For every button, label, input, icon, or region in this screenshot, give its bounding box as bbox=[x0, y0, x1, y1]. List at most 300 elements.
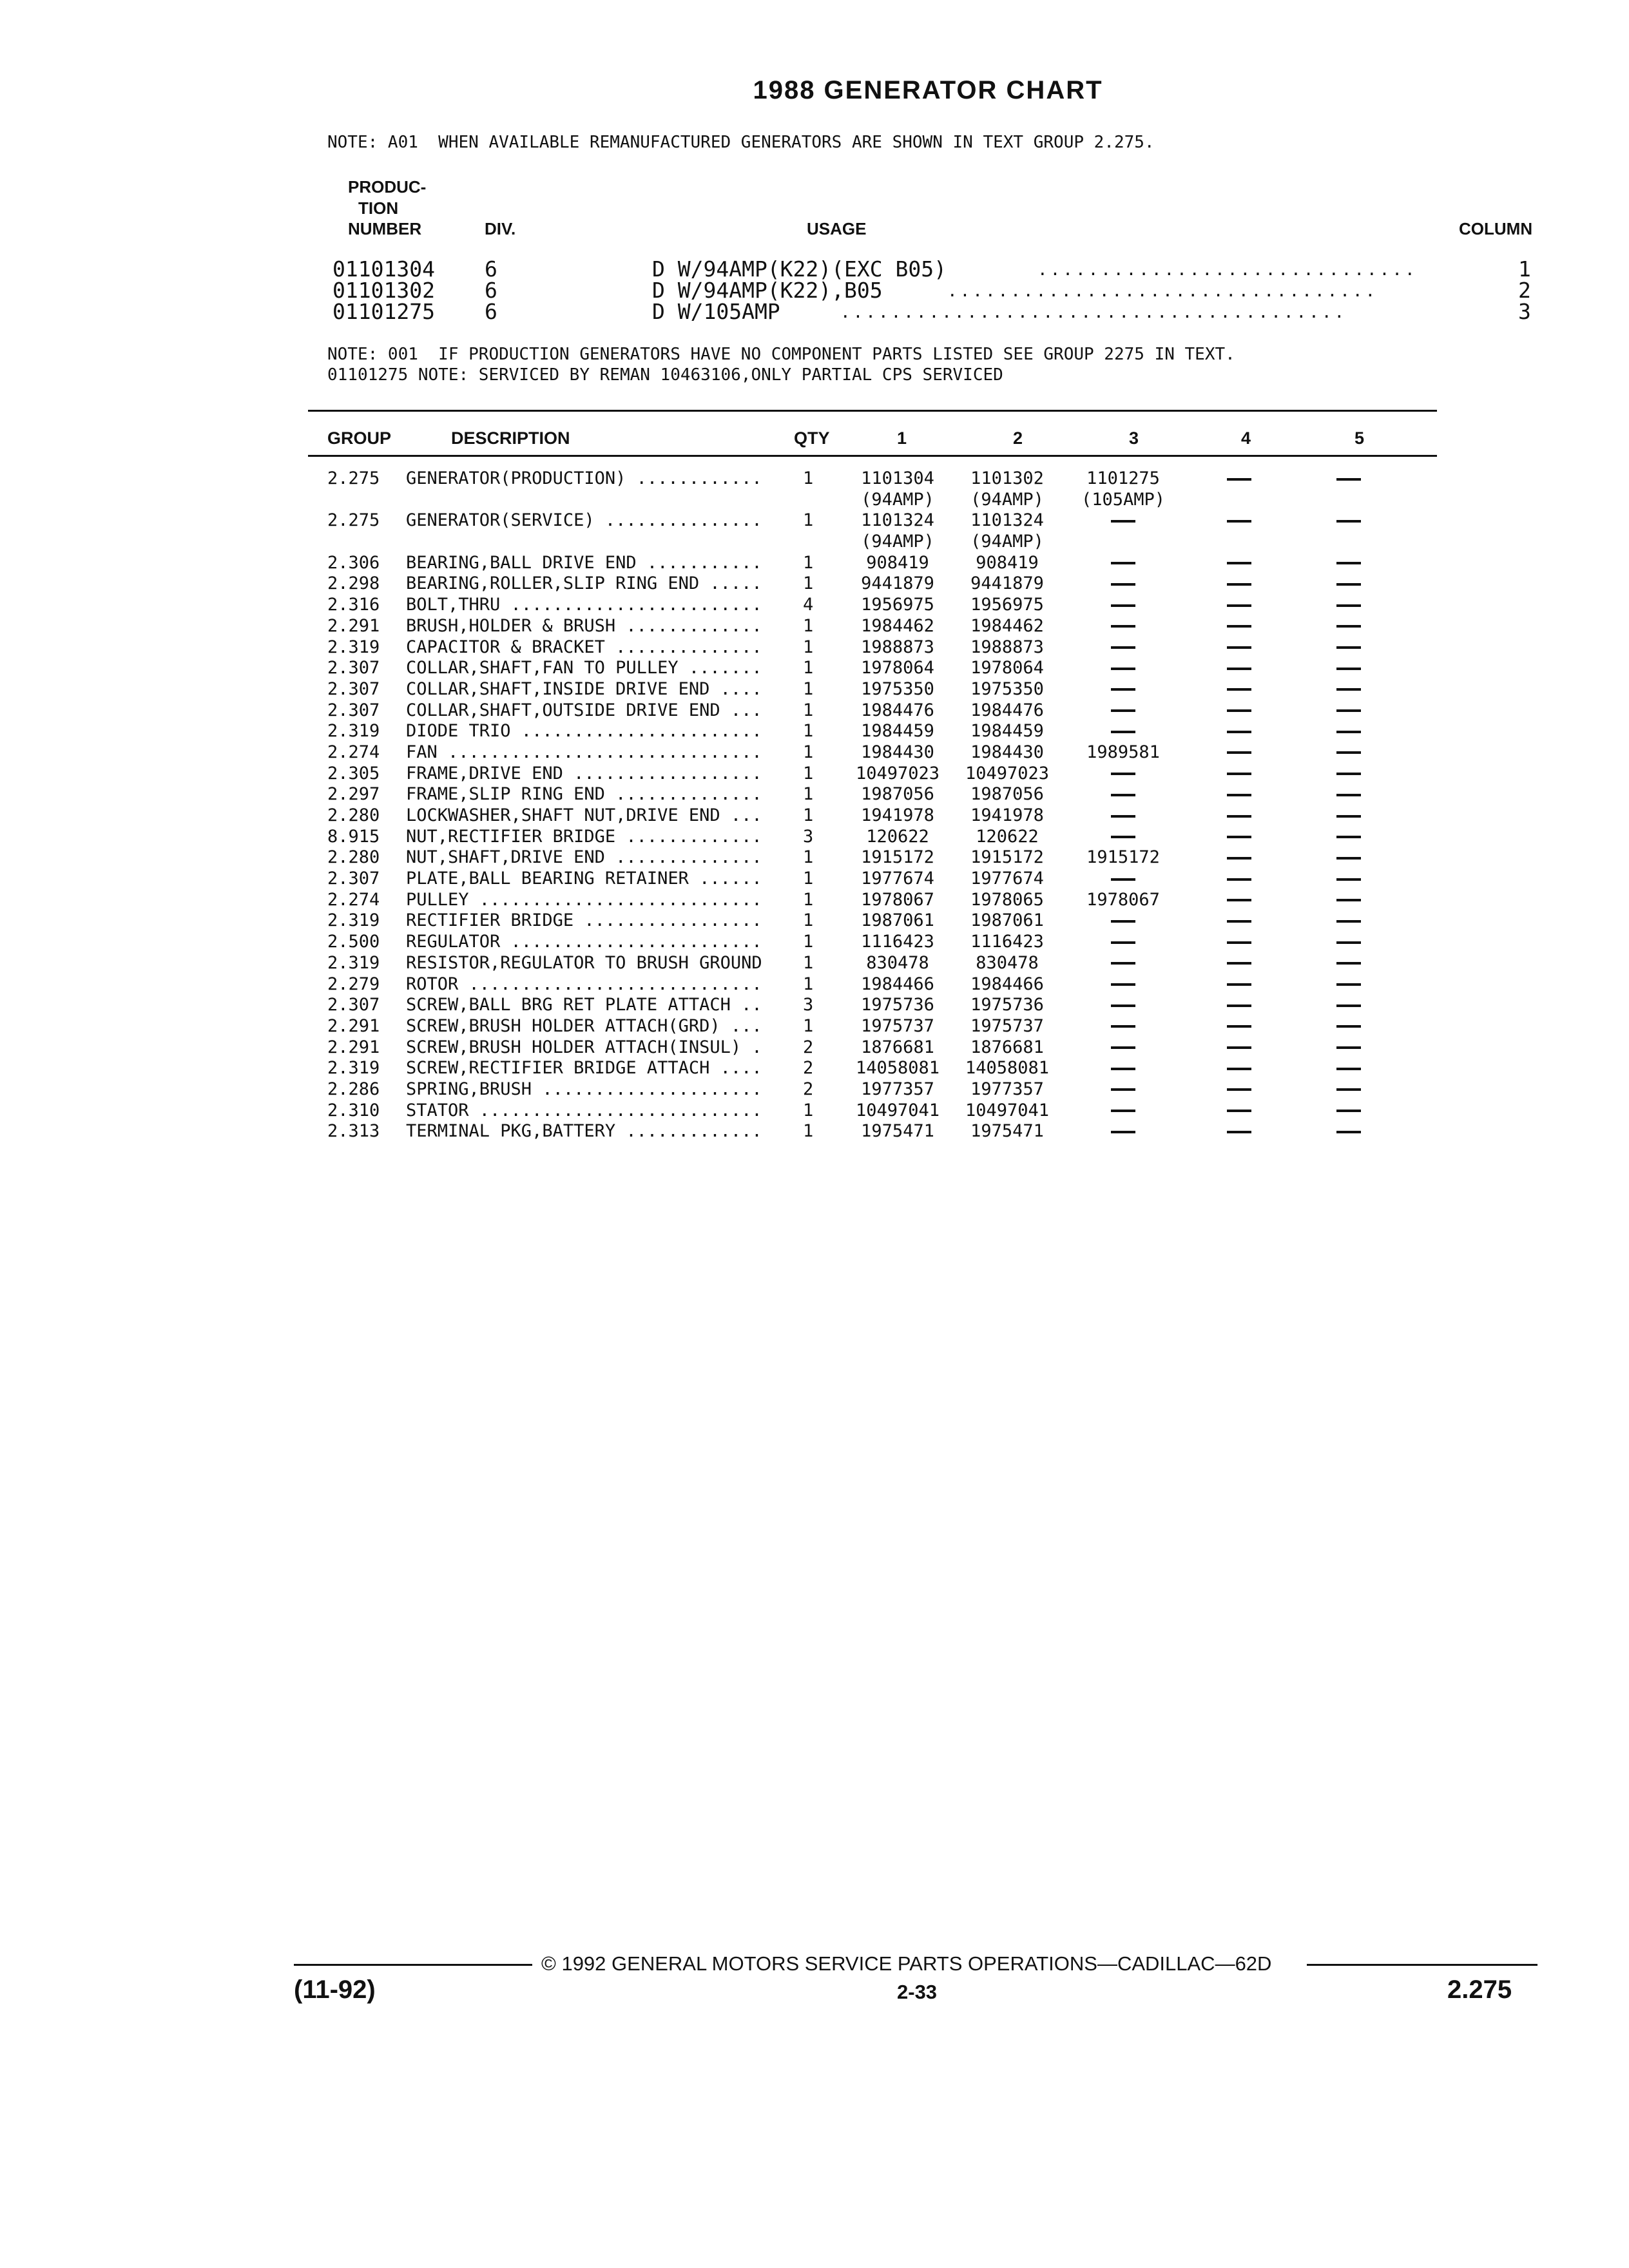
cell-col-4 bbox=[1178, 658, 1300, 679]
not-applicable-dash bbox=[1336, 815, 1361, 818]
cell-col-1-value: 1977674 bbox=[861, 869, 934, 889]
table-row bbox=[327, 658, 1436, 679]
cell-col-2-value: 1876681 bbox=[970, 1037, 1044, 1057]
cell-description-value: RECTIFIER BRIDGE ................. bbox=[406, 910, 762, 931]
cell-col-5 bbox=[1287, 1058, 1410, 1079]
cell-qty bbox=[803, 890, 822, 910]
cell-qty bbox=[803, 1121, 822, 1141]
cell-col-2-note: (94AMP) bbox=[970, 489, 1044, 510]
footer-page-number: 2-33 bbox=[897, 1981, 938, 2003]
cell-col-3 bbox=[1062, 616, 1184, 637]
cell-col-3 bbox=[1062, 764, 1184, 785]
cell-qty bbox=[803, 510, 822, 530]
cell-col-2 bbox=[946, 616, 1068, 637]
cell-description bbox=[406, 974, 793, 994]
cell-col-2 bbox=[946, 1100, 1068, 1122]
footer-date: (11-92) bbox=[294, 1975, 376, 2004]
cell-col-2-value: 1956975 bbox=[970, 595, 1044, 615]
cell-col-2 bbox=[946, 1016, 1068, 1037]
table-row bbox=[327, 1121, 1436, 1142]
cell-col-2 bbox=[946, 910, 1068, 932]
cell-col-3-note: (105AMP) bbox=[1081, 489, 1166, 510]
cell-qty-value: 1 bbox=[803, 637, 814, 657]
cell-group bbox=[327, 847, 398, 867]
cell-col-1 bbox=[836, 1121, 959, 1142]
cell-col-4 bbox=[1178, 468, 1300, 490]
cell-description-value: NUT,SHAFT,DRIVE END .............. bbox=[406, 847, 762, 868]
cell-group bbox=[327, 869, 398, 889]
cell-col-3 bbox=[1062, 1121, 1184, 1142]
footer-copyright: © 1992 GENERAL MOTORS SERVICE PARTS OPERATIONS—CADILLAC—62D bbox=[541, 1952, 1272, 1975]
cell-col-2 bbox=[946, 700, 1068, 722]
cell-col-1-note: (94AMP) bbox=[861, 489, 934, 510]
cell-description bbox=[406, 953, 793, 973]
prod-number: 01101275 bbox=[333, 299, 435, 324]
cell-description-value: GENERATOR(PRODUCTION) ............ bbox=[406, 468, 762, 488]
cell-description-value: NUT,RECTIFIER BRIDGE ............. bbox=[406, 826, 762, 847]
cell-description-value: LOCKWASHER,SHAFT NUT,DRIVE END ... bbox=[406, 805, 762, 826]
cell-col-5 bbox=[1287, 827, 1410, 848]
cell-description bbox=[406, 932, 793, 952]
cell-col-5 bbox=[1287, 553, 1410, 574]
cell-col-5 bbox=[1287, 595, 1410, 616]
cell-description-value: SCREW,BRUSH HOLDER ATTACH(GRD) ... bbox=[406, 1015, 762, 1036]
cell-group bbox=[327, 805, 398, 825]
cell-col-3 bbox=[1062, 721, 1184, 742]
header-div: DIV. bbox=[485, 219, 516, 238]
cell-col-5 bbox=[1287, 805, 1410, 827]
cell-col-2 bbox=[946, 721, 1068, 742]
not-applicable-dash bbox=[1227, 1004, 1251, 1007]
cell-group bbox=[327, 910, 398, 930]
not-applicable-dash bbox=[1111, 646, 1135, 649]
cell-col-5 bbox=[1287, 995, 1410, 1016]
cell-qty bbox=[803, 764, 822, 783]
not-applicable-dash bbox=[1111, 604, 1135, 607]
note-top: NOTE: A01 WHEN AVAILABLE REMANUFACTURED GENERATORS ARE SHOWN IN TEXT GROUP 2.275. bbox=[327, 133, 1155, 152]
cell-col-1-value: 1941978 bbox=[861, 805, 934, 826]
cell-group-value: 2.307 bbox=[327, 700, 380, 720]
cell-col-2-value: 908419 bbox=[976, 552, 1039, 573]
cell-col-1-value: 10497023 bbox=[855, 763, 940, 783]
cell-col-1-value: 1984430 bbox=[861, 742, 934, 762]
cell-col-3 bbox=[1062, 573, 1184, 595]
cell-description-value: STATOR ........................... bbox=[406, 1100, 762, 1120]
cell-col-2-value: 1915172 bbox=[970, 847, 1044, 868]
cell-col-5 bbox=[1287, 679, 1410, 700]
cell-col-3 bbox=[1062, 742, 1184, 764]
cell-col-3 bbox=[1062, 932, 1184, 953]
cell-col-1 bbox=[836, 953, 959, 974]
not-applicable-dash bbox=[1227, 625, 1251, 628]
cell-description-value: COLLAR,SHAFT,OUTSIDE DRIVE END ... bbox=[406, 700, 762, 720]
table-row bbox=[327, 890, 1436, 911]
not-applicable-dash bbox=[1111, 815, 1135, 818]
cell-col-2-value: 9441879 bbox=[970, 573, 1044, 594]
table-row bbox=[327, 573, 1436, 595]
cell-qty bbox=[803, 553, 822, 573]
not-applicable-dash bbox=[1336, 520, 1361, 523]
cell-col-1-value: 1984476 bbox=[861, 700, 934, 720]
cell-description bbox=[406, 553, 793, 573]
cell-description-value: RESISTOR,REGULATOR TO BRUSH GROUND bbox=[406, 952, 762, 973]
table-row bbox=[327, 721, 1436, 742]
not-applicable-dash bbox=[1227, 583, 1251, 586]
cell-description bbox=[406, 784, 793, 804]
cell-qty-value: 1 bbox=[803, 910, 814, 931]
cell-col-2-value: 1984466 bbox=[970, 974, 1044, 994]
cell-description-value: SCREW,BALL BRG RET PLATE ATTACH .. bbox=[406, 995, 762, 1015]
table-row bbox=[327, 637, 1436, 658]
cell-col-2-value: 1984476 bbox=[970, 700, 1044, 720]
not-applicable-dash bbox=[1336, 1068, 1361, 1070]
cell-col-1 bbox=[836, 510, 959, 552]
cell-qty-value: 1 bbox=[803, 889, 814, 910]
table-row bbox=[327, 468, 1436, 510]
cell-col-3 bbox=[1062, 890, 1184, 911]
not-applicable-dash bbox=[1111, 709, 1135, 712]
cell-col-3 bbox=[1062, 679, 1184, 700]
cell-col-1 bbox=[836, 573, 959, 595]
cell-col-4 bbox=[1178, 932, 1300, 953]
not-applicable-dash bbox=[1227, 857, 1251, 860]
cell-group-value: 2.291 bbox=[327, 1015, 380, 1036]
cell-col-1-value: 830478 bbox=[866, 952, 929, 973]
cell-col-4 bbox=[1178, 573, 1300, 595]
table-row bbox=[327, 700, 1436, 722]
cell-group-value: 2.297 bbox=[327, 784, 380, 805]
not-applicable-dash bbox=[1227, 520, 1251, 523]
cell-col-4 bbox=[1178, 721, 1300, 742]
cell-qty-value: 1 bbox=[803, 932, 814, 952]
cell-description-value: ROTOR ............................ bbox=[406, 974, 762, 994]
cell-col-2-value: 1984430 bbox=[970, 742, 1044, 762]
not-applicable-dash bbox=[1227, 1088, 1251, 1091]
cell-col-2-value: 830478 bbox=[976, 952, 1039, 973]
cell-col-1 bbox=[836, 1058, 959, 1079]
cell-description bbox=[406, 890, 793, 910]
not-applicable-dash bbox=[1227, 1068, 1251, 1070]
cell-col-2-value: 1975737 bbox=[970, 1015, 1044, 1036]
cell-description bbox=[406, 995, 793, 1015]
cell-qty bbox=[803, 847, 822, 867]
cell-col-1 bbox=[836, 764, 959, 785]
cell-col-5 bbox=[1287, 616, 1410, 637]
not-applicable-dash bbox=[1111, 625, 1135, 628]
cell-qty bbox=[803, 721, 822, 741]
cell-qty-value: 1 bbox=[803, 952, 814, 973]
cell-col-2 bbox=[946, 553, 1068, 574]
cell-qty-value: 1 bbox=[803, 658, 814, 678]
not-applicable-dash bbox=[1111, 1068, 1135, 1070]
not-applicable-dash bbox=[1227, 604, 1251, 607]
cell-col-5 bbox=[1287, 932, 1410, 953]
cell-qty bbox=[803, 700, 822, 720]
not-applicable-dash bbox=[1111, 878, 1135, 881]
cell-col-2 bbox=[946, 932, 1068, 953]
cell-col-3 bbox=[1062, 1016, 1184, 1037]
cell-col-3 bbox=[1062, 595, 1184, 616]
cell-group bbox=[327, 784, 398, 804]
prod-usage: D W/105AMP bbox=[652, 299, 780, 324]
cell-col-2-value: 1978064 bbox=[970, 658, 1044, 678]
parts-table bbox=[327, 468, 1436, 1142]
cell-col-2-value: 1978065 bbox=[970, 889, 1044, 910]
cell-description-value: SCREW,RECTIFIER BRIDGE ATTACH .... bbox=[406, 1058, 762, 1079]
cell-col-5 bbox=[1287, 1037, 1410, 1059]
table-header-rule bbox=[308, 455, 1437, 457]
cell-group-value: 2.305 bbox=[327, 763, 380, 783]
cell-qty-value: 1 bbox=[803, 1121, 814, 1142]
cell-col-1-value: 1975471 bbox=[861, 1121, 934, 1142]
not-applicable-dash bbox=[1336, 836, 1361, 838]
cell-qty bbox=[803, 679, 822, 699]
cell-qty bbox=[803, 1100, 822, 1120]
not-applicable-dash bbox=[1336, 1088, 1361, 1091]
cell-col-2 bbox=[946, 1079, 1068, 1100]
cell-col-2 bbox=[946, 847, 1068, 869]
cell-col-1-value: 120622 bbox=[866, 826, 929, 847]
prod-column: 2 bbox=[1518, 278, 1531, 303]
cell-col-1 bbox=[836, 995, 959, 1016]
cell-col-2-value: 1977674 bbox=[970, 869, 1044, 889]
cell-qty bbox=[803, 974, 822, 994]
cell-col-4 bbox=[1178, 742, 1300, 764]
cell-col-4 bbox=[1178, 1079, 1300, 1100]
cell-group-value: 8.915 bbox=[327, 826, 380, 847]
cell-qty bbox=[803, 869, 822, 889]
cell-col-2 bbox=[946, 1121, 1068, 1142]
cell-group bbox=[327, 974, 398, 994]
not-applicable-dash bbox=[1227, 920, 1251, 923]
footer-rule-right bbox=[1307, 1964, 1537, 1966]
not-applicable-dash bbox=[1227, 899, 1251, 901]
cell-col-1-value: 1975736 bbox=[861, 995, 934, 1015]
cell-qty-value: 1 bbox=[803, 552, 814, 573]
cell-group-value: 2.310 bbox=[327, 1100, 380, 1120]
cell-qty-value: 3 bbox=[803, 826, 814, 847]
cell-col-1 bbox=[836, 1100, 959, 1122]
cell-col-3 bbox=[1062, 637, 1184, 658]
not-applicable-dash bbox=[1336, 857, 1361, 860]
not-applicable-dash bbox=[1336, 583, 1361, 586]
cell-col-2 bbox=[946, 784, 1068, 805]
table-row bbox=[327, 805, 1436, 827]
not-applicable-dash bbox=[1336, 604, 1361, 607]
header-usage: USAGE bbox=[807, 219, 867, 238]
cell-col-3-value: 1978067 bbox=[1086, 889, 1160, 910]
not-applicable-dash bbox=[1336, 751, 1361, 754]
cell-col-5 bbox=[1287, 869, 1410, 890]
cell-col-5 bbox=[1287, 1079, 1410, 1100]
not-applicable-dash bbox=[1227, 1131, 1251, 1133]
cell-description bbox=[406, 468, 793, 488]
cell-qty bbox=[803, 637, 822, 657]
cell-qty-value: 3 bbox=[803, 995, 814, 1015]
cell-col-4 bbox=[1178, 784, 1300, 805]
cell-col-5 bbox=[1287, 658, 1410, 679]
not-applicable-dash bbox=[1227, 962, 1251, 965]
cell-col-1 bbox=[836, 637, 959, 658]
cell-group-value: 2.319 bbox=[327, 1058, 380, 1079]
cell-col-1 bbox=[836, 595, 959, 616]
cell-group-value: 2.307 bbox=[327, 995, 380, 1015]
table-row bbox=[327, 764, 1436, 785]
cell-col-3 bbox=[1062, 827, 1184, 848]
cell-group-value: 2.316 bbox=[327, 595, 380, 615]
footer-section: 2.275 bbox=[1447, 1975, 1512, 2004]
cell-col-5 bbox=[1287, 1016, 1410, 1037]
prod-number: 01101304 bbox=[333, 256, 435, 282]
cell-col-2 bbox=[946, 827, 1068, 848]
cell-description-value: FRAME,SLIP RING END .............. bbox=[406, 784, 762, 805]
cell-qty bbox=[803, 468, 822, 488]
not-applicable-dash bbox=[1227, 668, 1251, 670]
cell-description bbox=[406, 827, 793, 847]
cell-col-1-value: 1978067 bbox=[861, 889, 934, 910]
cell-col-1 bbox=[836, 890, 959, 911]
cell-col-1 bbox=[836, 468, 959, 510]
cell-col-3 bbox=[1062, 1037, 1184, 1059]
cell-col-1-value: 1988873 bbox=[861, 637, 934, 657]
cell-col-3 bbox=[1062, 553, 1184, 574]
cell-qty bbox=[803, 742, 822, 762]
cell-col-4 bbox=[1178, 1037, 1300, 1059]
cell-col-1 bbox=[836, 742, 959, 764]
cell-qty bbox=[803, 595, 822, 615]
cell-qty bbox=[803, 995, 822, 1015]
th-col-4: 4 bbox=[1241, 428, 1251, 448]
header-column: COLUMN bbox=[1459, 219, 1533, 238]
cell-qty-value: 1 bbox=[803, 700, 814, 720]
cell-col-1 bbox=[836, 658, 959, 679]
cell-description-value: REGULATOR ........................ bbox=[406, 932, 762, 952]
table-row bbox=[327, 679, 1436, 700]
cell-group-value: 2.306 bbox=[327, 552, 380, 573]
cell-col-1 bbox=[836, 827, 959, 848]
cell-col-3 bbox=[1062, 1079, 1184, 1100]
not-applicable-dash bbox=[1227, 878, 1251, 881]
cell-group bbox=[327, 1100, 398, 1120]
not-applicable-dash bbox=[1227, 794, 1251, 796]
table-row bbox=[327, 827, 1436, 848]
cell-col-5 bbox=[1287, 742, 1410, 764]
cell-qty-value: 2 bbox=[803, 1058, 814, 1079]
not-applicable-dash bbox=[1111, 1131, 1135, 1133]
cell-col-2 bbox=[946, 1058, 1068, 1079]
page-title: 1988 GENERATOR CHART bbox=[753, 76, 1103, 104]
th-group: GROUP bbox=[327, 428, 392, 448]
cell-qty bbox=[803, 784, 822, 804]
cell-group bbox=[327, 742, 398, 762]
not-applicable-dash bbox=[1336, 1046, 1361, 1049]
cell-col-2 bbox=[946, 658, 1068, 679]
cell-description bbox=[406, 721, 793, 741]
cell-group bbox=[327, 679, 398, 699]
cell-description-value: PLATE,BALL BEARING RETAINER ...... bbox=[406, 869, 762, 889]
cell-group bbox=[327, 932, 398, 952]
cell-group bbox=[327, 1058, 398, 1078]
cell-group bbox=[327, 1079, 398, 1099]
not-applicable-dash bbox=[1111, 688, 1135, 691]
cell-description bbox=[406, 679, 793, 699]
not-applicable-dash bbox=[1336, 941, 1361, 944]
cell-col-1-value: 908419 bbox=[866, 552, 929, 573]
not-applicable-dash bbox=[1227, 751, 1251, 754]
cell-description bbox=[406, 510, 793, 530]
cell-description-value: FRAME,DRIVE END .................. bbox=[406, 763, 762, 783]
cell-description-value: PULLEY ........................... bbox=[406, 889, 762, 910]
not-applicable-dash bbox=[1336, 1131, 1361, 1133]
cell-qty bbox=[803, 805, 822, 825]
cell-col-2-value: 1984462 bbox=[970, 615, 1044, 636]
cell-col-1 bbox=[836, 805, 959, 827]
cell-col-2 bbox=[946, 890, 1068, 911]
cell-description bbox=[406, 1079, 793, 1099]
table-row bbox=[327, 510, 1436, 552]
cell-group bbox=[327, 595, 398, 615]
cell-col-3 bbox=[1062, 974, 1184, 995]
cell-col-4 bbox=[1178, 805, 1300, 827]
cell-qty-value: 1 bbox=[803, 974, 814, 994]
cell-group-value: 2.307 bbox=[327, 678, 380, 699]
cell-description-value: BEARING,ROLLER,SLIP RING END ..... bbox=[406, 573, 762, 594]
not-applicable-dash bbox=[1227, 1025, 1251, 1028]
not-applicable-dash bbox=[1227, 941, 1251, 944]
cell-group-value: 2.280 bbox=[327, 847, 380, 868]
cell-description bbox=[406, 658, 793, 678]
not-applicable-dash bbox=[1111, 1046, 1135, 1049]
cell-qty bbox=[803, 827, 822, 847]
cell-group bbox=[327, 616, 398, 636]
cell-col-1 bbox=[836, 847, 959, 869]
cell-description-value: BOLT,THRU ........................ bbox=[406, 595, 762, 615]
cell-col-3 bbox=[1062, 700, 1184, 722]
not-applicable-dash bbox=[1111, 941, 1135, 944]
cell-qty-value: 1 bbox=[803, 510, 814, 531]
cell-col-1-value: 1101304 bbox=[861, 468, 934, 488]
cell-group-value: 2.319 bbox=[327, 637, 380, 657]
th-qty: QTY bbox=[794, 428, 830, 448]
table-row bbox=[327, 595, 1436, 616]
cell-col-2-value: 1987056 bbox=[970, 784, 1044, 805]
cell-description bbox=[406, 764, 793, 783]
cell-group bbox=[327, 953, 398, 973]
not-applicable-dash bbox=[1227, 688, 1251, 691]
th-col-5: 5 bbox=[1354, 428, 1365, 448]
table-row bbox=[327, 932, 1436, 953]
cell-group-value: 2.313 bbox=[327, 1121, 380, 1142]
cell-group bbox=[327, 553, 398, 573]
cell-group-value: 2.275 bbox=[327, 468, 380, 488]
th-col-3: 3 bbox=[1129, 428, 1139, 448]
cell-col-1 bbox=[836, 700, 959, 722]
prod-div: 6 bbox=[485, 256, 497, 282]
not-applicable-dash bbox=[1111, 1110, 1135, 1112]
cell-col-2-value: 1977357 bbox=[970, 1079, 1044, 1099]
cell-col-3 bbox=[1062, 953, 1184, 974]
cell-description-value: COLLAR,SHAFT,FAN TO PULLEY ....... bbox=[406, 658, 762, 678]
not-applicable-dash bbox=[1336, 773, 1361, 775]
cell-group bbox=[327, 764, 398, 783]
cell-group bbox=[327, 890, 398, 910]
cell-group-value: 2.319 bbox=[327, 910, 380, 931]
cell-col-1-value: 1987061 bbox=[861, 910, 934, 931]
cell-description-value: DIODE TRIO ....................... bbox=[406, 721, 762, 742]
not-applicable-dash bbox=[1336, 562, 1361, 564]
cell-col-4 bbox=[1178, 953, 1300, 974]
cell-col-3 bbox=[1062, 1100, 1184, 1122]
